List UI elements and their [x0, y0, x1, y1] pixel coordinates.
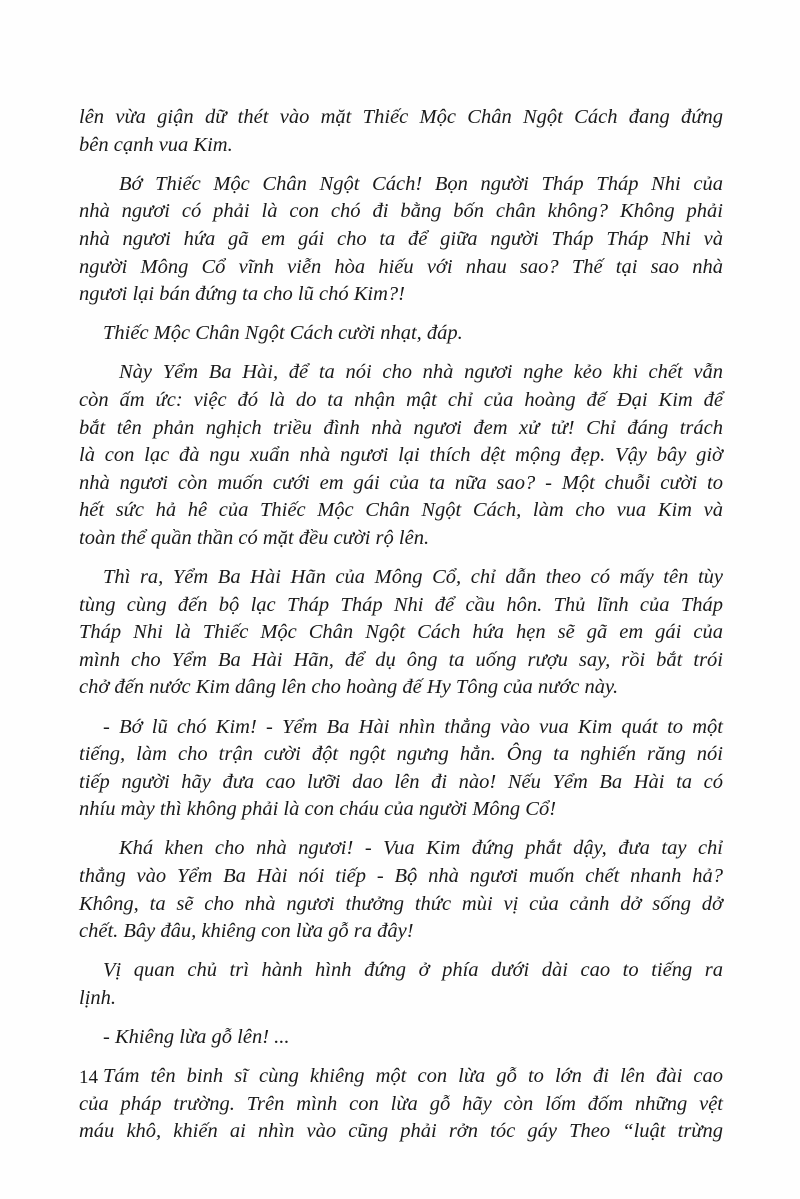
text-line: lịnh.: [79, 986, 117, 1009]
text-line: Thì ra, Yểm Ba Hài Hãn của Mông Cổ, chỉ dẫn theo có mấy tên tùy: [103, 566, 723, 588]
text-line: nhà ngươi còn muốn cưới em gái của ta nữa sao? - Một chuỗi cười to: [79, 471, 723, 494]
text-line: Này Yểm Ba Hài, để ta nói cho nhà ngươi nghe kẻo khi chết vẫn: [119, 361, 723, 384]
text-line: hết sức hả hê của Thiếc Mộc Chân Ngột Cách, làm cho vua Kim và: [79, 499, 723, 522]
text-line: tiếp người hãy đưa cao lưỡi dao lên đi nào! Nếu Yểm Ba Hài ta có: [79, 770, 723, 793]
text-line: chở đến nước Kim dâng lên cho hoàng đế Hy Tông của nước này.: [79, 676, 619, 699]
text-line: tùng cùng đến bộ lạc Tháp Tháp Nhi để cầu hôn. Thủ lĩnh của Tháp: [79, 593, 723, 616]
text-line: mình cho Yểm Ba Hài Hãn, để dụ ông ta uống rượu say, rồi bắt trói: [79, 648, 723, 671]
text-line: là con lạc đà ngu xuẩn nhà ngươi lại thích dệt mộng đẹp. Vậy bây giờ: [79, 444, 723, 467]
text-line: bắt tên phản nghịch triều đình nhà ngươi đem xử tử! Chỉ đáng trách: [79, 416, 723, 439]
text-line: Bớ Thiếc Mộc Chân Ngột Cách! Bọn người Tháp Tháp Nhi của: [119, 172, 723, 195]
text-line: thẳng vào Yểm Ba Hài nói tiếp - Bộ nhà ngươi muốn chết nhanh hả?: [79, 865, 723, 887]
text-line: ngươi lại bán đứng ta cho lũ chó Kim?!: [79, 283, 405, 306]
text-line: Không, ta sẽ cho nhà ngươi thưởng thức mùi vị của cảnh dở sống dở: [79, 892, 723, 915]
text-line: Vị quan chủ trì hành hình đứng ở phía dưới dài cao to tiếng ra: [103, 959, 723, 982]
text-line: của pháp trường. Trên mình con lừa gỗ hãy còn lốm đốm những vệt: [79, 1092, 723, 1115]
text-line: Tháp Nhi là Thiếc Mộc Chân Ngột Cách hứa hẹn sẽ gã em gái của: [79, 621, 723, 644]
text-line: nhíu mày thì không phải là con cháu của người Mông Cổ!: [79, 798, 557, 821]
text-line: lên vừa giận dữ thét vào mặt Thiếc Mộc Chân Ngột Cách đang đứng: [79, 106, 723, 128]
text-line: người Mông Cổ vĩnh viễn hòa hiếu với nhau sao? Thế tại sao nhà: [79, 255, 723, 278]
text-line: Khá khen cho nhà ngươi! - Vua Kim đứng phắt dậy, đưa tay chỉ: [119, 837, 723, 860]
text-line: bên cạnh vua Kim.: [79, 133, 233, 156]
text-line: nhà ngươi có phải là con chó đi bằng bốn chân không? Không phải: [79, 200, 723, 223]
text-line: Thiếc Mộc Chân Ngột Cách cười nhạt, đáp.: [103, 322, 463, 345]
text-line: - Bớ lũ chó Kim! - Yểm Ba Hài nhìn thẳng vào vua Kim quát to một: [103, 715, 723, 738]
text-line: toàn thể quần thần có mặt đều cười rộ lên.: [79, 526, 430, 549]
text-line: Tám tên binh sĩ cùng khiêng một con lừa gỗ to lớn đi lên đài cao: [103, 1065, 723, 1088]
text-line: - Khiêng lừa gỗ lên! ...: [103, 1026, 290, 1048]
text-line: máu khô, khiến ai nhìn vào cũng phải rởn tóc gáy Theo “luật trừng: [79, 1120, 723, 1143]
page-number: 14: [79, 1067, 98, 1088]
text-line: còn ấm ức: việc đó là do ta nhận mật chỉ của hoàng đế Đại Kim để: [79, 388, 723, 411]
text-line: chết. Bây đâu, khiêng con lừa gỗ ra đây!: [79, 920, 414, 943]
text-line: nhà ngươi hứa gã em gái cho ta để giữa người Tháp Tháp Nhi và: [79, 227, 723, 250]
text-line: tiếng, làm cho trận cười đột ngột ngưng hẳn. Ông ta nghiến răng nói: [79, 743, 723, 766]
